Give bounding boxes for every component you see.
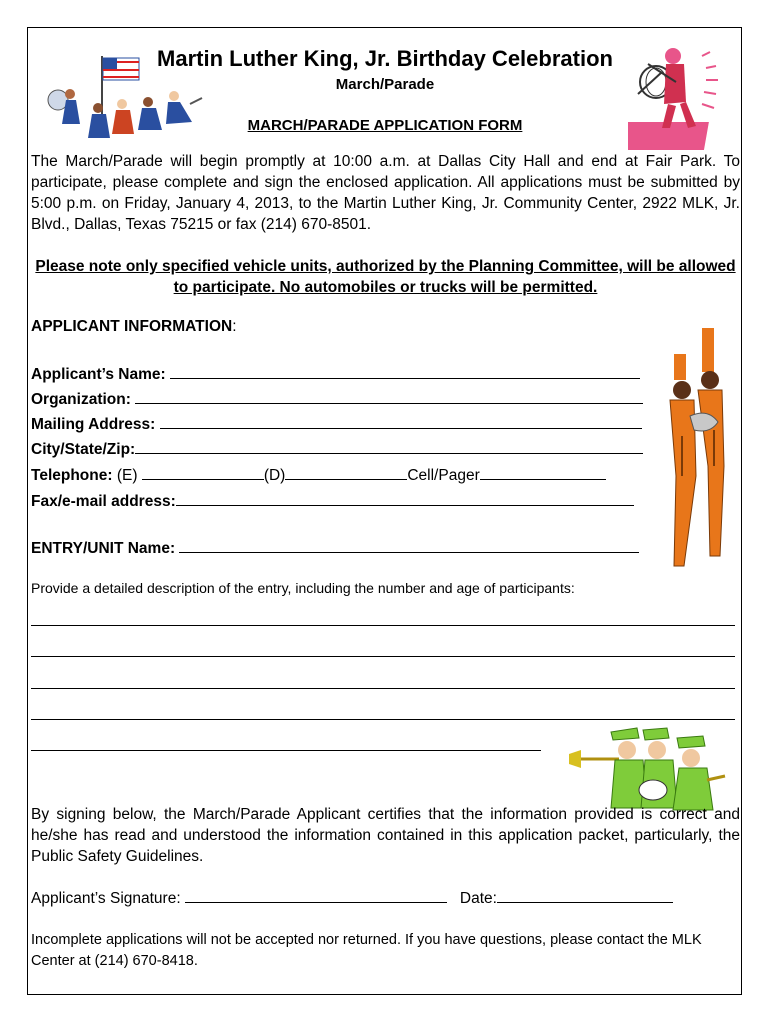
entry-unit-line[interactable] xyxy=(179,538,639,553)
page-subtitle: March/Parade xyxy=(335,76,435,93)
mailing-address-line[interactable] xyxy=(160,414,642,429)
description-line-3[interactable] xyxy=(31,688,735,689)
entry-unit-label: ENTRY/UNIT Name: xyxy=(31,540,176,557)
mailing-address-field[interactable] xyxy=(31,414,642,434)
telephone-field[interactable] xyxy=(31,465,606,485)
fax-email-field[interactable] xyxy=(31,491,634,511)
cell-pager-line[interactable] xyxy=(480,465,606,480)
notice-paragraph: Please note only specified vehicle units, authorized by the Planning Committee, will be allowed to participate. No automobiles or trucks will be permitted. xyxy=(35,258,736,296)
incomplete-notice: Incomplete applications will not be accepted nor returned. If you have questions, please contact the MLK Center at (214) 670-8418. xyxy=(31,932,702,969)
form-title: MARCH/PARADE APPLICATION FORM xyxy=(247,117,523,134)
telephone-d-line[interactable] xyxy=(285,465,407,480)
applicant-heading-text: APPLICANT INFORMATION xyxy=(31,318,233,335)
description-line-2[interactable] xyxy=(31,656,735,657)
fax-email-label: Fax/e-mail address: xyxy=(31,493,176,510)
organization-line[interactable] xyxy=(135,389,643,404)
signature-label: Applicant’s Signature: xyxy=(31,890,181,907)
applicant-section-heading xyxy=(31,318,237,336)
telephone-label: Telephone: xyxy=(31,467,113,484)
description-line-4[interactable] xyxy=(31,719,735,720)
trumpet-band-clipart xyxy=(567,724,727,812)
signature-row[interactable] xyxy=(31,888,673,908)
organization-label: Organization: xyxy=(31,391,131,408)
fax-email-line[interactable] xyxy=(176,491,634,506)
description-line-1[interactable] xyxy=(31,625,735,626)
cell-pager-label: Cell/Pager xyxy=(407,467,480,484)
applicant-name-line[interactable] xyxy=(170,364,640,379)
band-players-clipart xyxy=(664,326,732,584)
applicant-heading-colon: : xyxy=(232,318,237,335)
certification-paragraph: By signing below, the March/Parade Applicant certifies that the information provided is correct and he/she has read and understood the information contained in this application packet, particularly, the Public Safety Guidelines. xyxy=(31,806,740,865)
telephone-d-label: (D) xyxy=(263,467,286,484)
organization-field[interactable] xyxy=(31,389,643,409)
city-state-zip-line[interactable] xyxy=(135,439,643,454)
page-title: Martin Luther King, Jr. Birthday Celebration xyxy=(157,46,613,71)
description-line-5[interactable] xyxy=(31,750,541,751)
signature-line[interactable] xyxy=(185,888,447,903)
city-state-zip-field[interactable] xyxy=(31,439,643,459)
mailing-address-label: Mailing Address: xyxy=(31,416,156,433)
date-label: Date: xyxy=(459,890,497,907)
telephone-e-label: (E) xyxy=(116,467,138,484)
applicant-name-label: Applicant’s Name: xyxy=(31,366,166,383)
date-line[interactable] xyxy=(497,888,673,903)
applicant-name-field[interactable] xyxy=(31,364,640,384)
telephone-e-line[interactable] xyxy=(142,465,264,480)
city-state-zip-label: City/State/Zip: xyxy=(31,441,136,458)
intro-paragraph: The March/Parade will begin promptly at 10:00 a.m. at Dallas City Hall and end at Fair Park. To participate, please complete and sign the enclosed application. All applications must be submitted by 5:00 p.m. on Friday, January 4, 2013, to the Martin Luther King, Jr. Community Center, 2922 MLK, Jr. Blvd., Dallas, Texas 75215 or fax (214) 670-8501. xyxy=(31,153,740,233)
entry-unit-field[interactable] xyxy=(31,538,639,558)
description-prompt: Provide a detailed description of the entry, including the number and age of participants: xyxy=(31,580,575,596)
